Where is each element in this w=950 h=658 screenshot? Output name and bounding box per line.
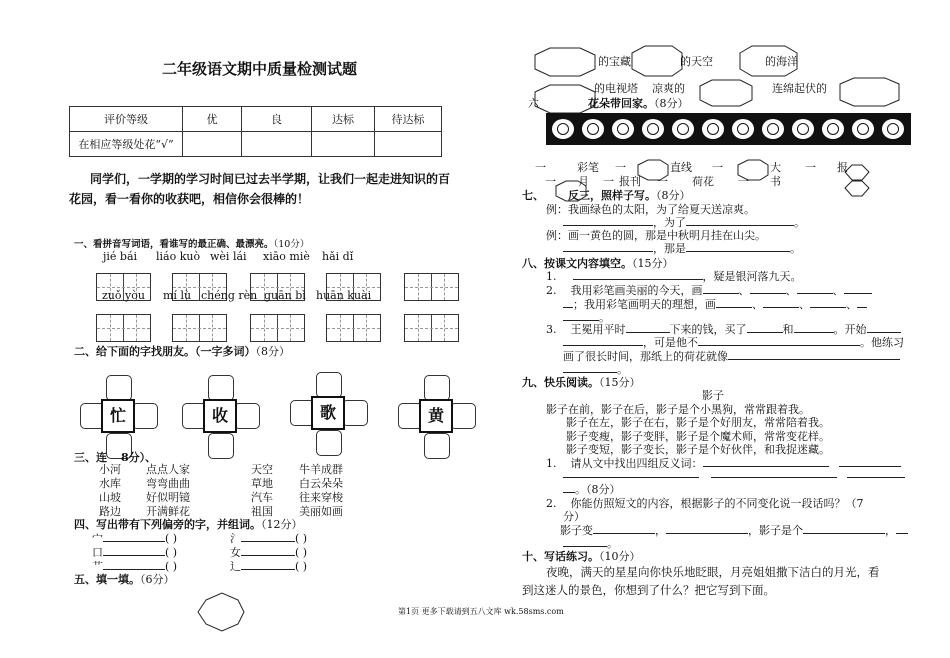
pinyin-9: guān bì	[264, 289, 306, 302]
fill-row-2	[563, 240, 801, 256]
answer-line[interactable]	[803, 533, 885, 534]
octagon-shape	[535, 48, 595, 76]
intro-line-1: 同学们，一学期的学习时间已过去半学期，让我们一起走进知识的百	[90, 172, 451, 186]
item-text: 。（8分）	[575, 483, 621, 496]
grade-header-pending: 待达标	[375, 107, 442, 132]
poem-title: 影子	[702, 389, 724, 402]
fill-end: 。	[607, 537, 618, 550]
word-char: 忙	[101, 399, 135, 433]
grade-row-label: 在相应等级处花“√”	[70, 132, 183, 157]
section-6-heading	[528, 95, 539, 111]
fill-text: ，那是	[653, 242, 686, 255]
grade-header-pass: 达标	[312, 107, 375, 132]
item-text: 影子变	[560, 524, 593, 537]
match-word[interactable]: 好似明镜	[146, 491, 190, 504]
section-7-title-end: 。	[645, 189, 656, 202]
answer-line[interactable]	[703, 466, 829, 467]
fill-phrase: 的电视塔	[594, 82, 638, 95]
mw: 一	[545, 175, 556, 188]
item-text: 和	[782, 323, 794, 336]
mw: 月	[578, 175, 589, 188]
match-word[interactable]: 祖国	[251, 505, 273, 518]
match-word[interactable]: 草地	[251, 477, 273, 490]
answer-line[interactable]	[857, 307, 867, 308]
pinyin-7: mí lù	[163, 289, 192, 302]
pinyin-8: chéng rèn	[201, 289, 258, 302]
flower-icon	[882, 119, 904, 139]
match-word[interactable]: 美丽如画	[299, 505, 343, 518]
example-2: 例：画一黄色的圆，那是中秋明月挂在山尖。	[546, 229, 766, 242]
fill-text: ，为了	[653, 216, 686, 229]
flower-icon	[732, 119, 754, 139]
answer-line[interactable]	[563, 477, 699, 478]
fill-phrase: 凉爽的	[652, 82, 685, 95]
mw: 报刊	[619, 175, 641, 188]
answer-line[interactable]	[794, 332, 834, 333]
flower-icon	[672, 119, 694, 139]
mw: 彩笔	[577, 161, 599, 174]
paren: ( )	[295, 546, 308, 559]
pinyin-5: hǎi dǐ	[322, 250, 354, 263]
fill-end: 。	[790, 242, 801, 255]
section-10-score: （10分）	[599, 550, 641, 563]
flower-icon	[642, 119, 664, 139]
radical: 艹	[92, 560, 103, 573]
answer-line[interactable]	[728, 359, 900, 360]
section-4-title: 四、写出带有下列偏旁的字，并组词。	[74, 518, 261, 531]
fill-end: 。	[794, 216, 805, 229]
match-word[interactable]: 天空	[251, 463, 273, 476]
mw: 大	[770, 161, 781, 174]
mw: 一	[615, 161, 626, 174]
fill-phrase: 的海洋	[765, 55, 798, 68]
mw: 一	[712, 161, 723, 174]
item-text: ，可是他不	[643, 336, 698, 349]
radical: 辶	[230, 560, 241, 573]
item-text: 。	[617, 363, 628, 376]
mw: 一	[657, 175, 668, 188]
match-word[interactable]: 弯弯曲曲	[146, 477, 190, 490]
item-text: 王冕用平时	[570, 323, 626, 336]
item-text: 。开始	[833, 323, 867, 336]
pinyin-10: huān kuài	[316, 289, 372, 302]
answer-line[interactable]	[563, 345, 643, 346]
mw: 荷花	[692, 175, 714, 188]
word-char: 黄	[419, 399, 453, 433]
answer-line[interactable]	[750, 293, 786, 294]
mw: 一	[603, 175, 614, 188]
answer-line[interactable]	[703, 293, 739, 294]
poem-line: 影子变短，影子变长，影子是个好伙伴，和我捉迷藏。	[566, 443, 830, 456]
answer-line[interactable]	[666, 533, 748, 534]
item-text: 我用彩笔画美丽的今天，画	[570, 284, 703, 297]
answer-line[interactable]	[716, 307, 752, 308]
answer-line[interactable]	[847, 477, 905, 478]
section-1-score: （10分）	[273, 239, 310, 250]
mw: 报	[837, 161, 848, 174]
flower-icon	[762, 119, 784, 139]
answer-line[interactable]	[686, 251, 790, 252]
answer-line[interactable]	[626, 332, 670, 333]
answer-line[interactable]	[698, 345, 860, 346]
answer-line[interactable]	[844, 293, 872, 294]
section-7-score: （8分）	[656, 189, 691, 202]
octagon-shape	[845, 165, 869, 180]
section-6-title-wrap	[588, 95, 689, 111]
answer-line[interactable]	[563, 307, 573, 308]
item-text: ；我用彩笔画明天的理想，画	[573, 298, 716, 311]
fill-phrase: 的宝藏	[598, 55, 631, 68]
section-2-score: （8分）	[255, 345, 290, 358]
grade-header-excellent: 优	[183, 107, 242, 132]
answer-line[interactable]	[839, 466, 901, 467]
mw: 一	[535, 161, 546, 174]
section-3-title: 三、连	[74, 451, 107, 464]
flower-icon	[552, 119, 574, 139]
grade-header-good: 良	[242, 107, 312, 132]
octagon-shape	[840, 78, 899, 106]
item-num: 2.	[546, 284, 557, 297]
octagon-shape	[632, 46, 682, 76]
answer-line[interactable]	[711, 477, 837, 478]
mw: 书	[770, 175, 781, 188]
radical: 口	[92, 546, 103, 559]
question-9-1-line2	[563, 468, 905, 481]
section-8-score: （15分）	[632, 257, 674, 270]
item-text: 画了很长时间，那纸上的荷花就像	[563, 350, 728, 363]
answer-line[interactable]	[763, 307, 799, 308]
section-6-score: （8分）	[654, 97, 689, 110]
answer-line[interactable]	[747, 332, 783, 333]
octagon-shape	[198, 593, 244, 631]
answer-line[interactable]	[563, 372, 617, 373]
pinyin-2: liáo kuò	[156, 250, 201, 263]
flower-icon	[852, 119, 874, 139]
paren: ( )	[165, 560, 178, 573]
radical: 女	[230, 546, 241, 559]
word-char: 收	[203, 399, 237, 433]
item-text: 下来的钱，买了	[669, 323, 747, 336]
section-2-title: 二、给下面的字找朋友。（一字多词）	[74, 345, 256, 358]
match-word[interactable]: 点点人家	[146, 463, 190, 476]
poem-line: 影子在前，影子在后，影子是个小黑狗，常常跟着我。	[546, 403, 810, 416]
section-9-score: （15分）	[599, 376, 641, 389]
paren: ( )	[295, 532, 308, 545]
answer-line[interactable]	[563, 546, 607, 547]
fill-phrase: 连绵起伏的	[772, 82, 827, 95]
item-text: ，	[885, 524, 896, 537]
answer-line[interactable]	[810, 307, 846, 308]
example-1: 例：我画绿色的太阳，为了给夏天送凉爽。	[546, 203, 755, 216]
flower-icon	[582, 119, 604, 139]
writing-prompt-2: 到这迷人的景色，你想到了什么？把它写到下面。	[522, 583, 775, 597]
section-7-num: 七、	[522, 189, 544, 202]
match-word[interactable]: 路边	[99, 505, 121, 518]
question-9-2	[546, 495, 864, 511]
item-num: 2.	[546, 497, 557, 510]
poem-line: 影子在左，影子在右，影子是个好朋友，常常陪着我。	[566, 416, 830, 429]
item-text: 你能仿照短文的内容，根据影子的不同变化说一段话吗？（7	[570, 497, 864, 510]
answer-line[interactable]	[867, 332, 901, 333]
item-text: 分）	[563, 510, 585, 523]
section-7-title: 反三，照样子写	[568, 189, 645, 202]
match-word[interactable]: 开满鲜花	[146, 505, 190, 518]
item-8-2-line2: ；我用彩笔画明天的理想，画 、 、 、	[563, 296, 867, 312]
writing-prompt-1: 夜晚，满天的星星向你快乐地眨眼，月亮姐姐撒下洁白的月光，看	[546, 565, 880, 579]
section-6-title: 花朵带回家。	[588, 97, 654, 110]
section-6-num: 六	[528, 97, 539, 110]
flower-icon	[822, 119, 844, 139]
page-title: 二年级语文期中质量检测试题	[162, 60, 358, 78]
word-char: 歌	[311, 396, 345, 430]
answer-line[interactable]	[686, 225, 794, 226]
answer-line[interactable]	[563, 251, 653, 252]
match-word[interactable]: 往来穿梭	[299, 491, 343, 504]
poem-line: 影子变瘦，影子变胖，影子是个魔术师，常常变花样。	[566, 430, 830, 443]
answer-line[interactable]	[563, 225, 653, 226]
section-3-score: 8分）、	[121, 451, 157, 464]
flower-icon	[792, 119, 814, 139]
pinyin-3: wèi lái	[210, 250, 247, 263]
item-text: 。他练习	[860, 336, 904, 349]
item-8-2: 2. 我用彩笔画美丽的今天，画 、 、 、	[546, 282, 872, 298]
answer-line[interactable]	[797, 293, 833, 294]
pinyin-6: zuǒ yòu	[102, 289, 145, 302]
match-word[interactable]: 小河	[99, 463, 121, 476]
mw: 一	[738, 175, 749, 188]
octagon-shape	[700, 80, 752, 106]
answer-line[interactable]	[573, 279, 703, 280]
match-word[interactable]: 汽车	[251, 491, 273, 504]
item-text: ，	[655, 524, 666, 537]
item-text: ，影子是个	[748, 524, 803, 537]
answer-line[interactable]	[896, 533, 908, 534]
paren: ( )	[165, 546, 178, 559]
radical: 宀	[92, 532, 103, 545]
fill-phrase: 的天空	[680, 55, 713, 68]
match-word[interactable]: 白云朵朵	[299, 477, 343, 490]
mw: 直线	[670, 161, 692, 174]
item-text: ，疑是银河落九天。	[702, 270, 802, 283]
answer-line[interactable]	[593, 533, 655, 534]
section-10-title: 十、写话练习。	[522, 550, 599, 563]
item-num: 1.	[546, 270, 557, 283]
section-9-heading	[522, 374, 641, 390]
item-num: 1.	[546, 457, 557, 470]
section-8-title: 八、按课文内容填空。	[522, 257, 632, 270]
item-num: 3.	[546, 323, 557, 336]
section-4-score: （12分）	[261, 518, 303, 531]
match-word[interactable]: 水库	[99, 477, 121, 490]
section-5-title: 五、填一填。	[74, 573, 140, 586]
section-9-title: 九、快乐阅读。	[522, 376, 599, 389]
pinyin-1: jié bái	[103, 250, 138, 263]
intro-line-2: 花园，看一看你的收获吧，相信你会很棒的！	[69, 192, 310, 206]
page-footer: 第1页 更多下载请到五八文库 wk.58sms.com	[398, 607, 564, 616]
match-word[interactable]: 牛羊成群	[299, 463, 343, 476]
section-10-heading	[522, 548, 641, 564]
octagon-shape	[535, 85, 595, 113]
flower-icon	[702, 119, 724, 139]
radical: 氵	[230, 532, 241, 545]
pinyin-4: xiāo miè	[263, 250, 310, 263]
octagon-shape	[845, 181, 869, 196]
section-5-score: （6分）	[140, 573, 175, 586]
answer-line[interactable]	[563, 492, 575, 493]
section-1-title: 一、看拼音写词语，看谁写的最正确、最漂亮。	[74, 239, 274, 250]
flower-icon	[612, 119, 634, 139]
paren: ( )	[165, 532, 178, 545]
mw: 一	[805, 161, 816, 174]
match-word[interactable]: 山坡	[99, 491, 121, 504]
paren: ( )	[295, 560, 308, 573]
flower-border	[546, 113, 911, 145]
fill-end: 。	[599, 311, 610, 324]
item-text: 请从文中找出四组反义词：	[570, 457, 703, 470]
grade-header-label: 评价等级	[70, 107, 183, 132]
